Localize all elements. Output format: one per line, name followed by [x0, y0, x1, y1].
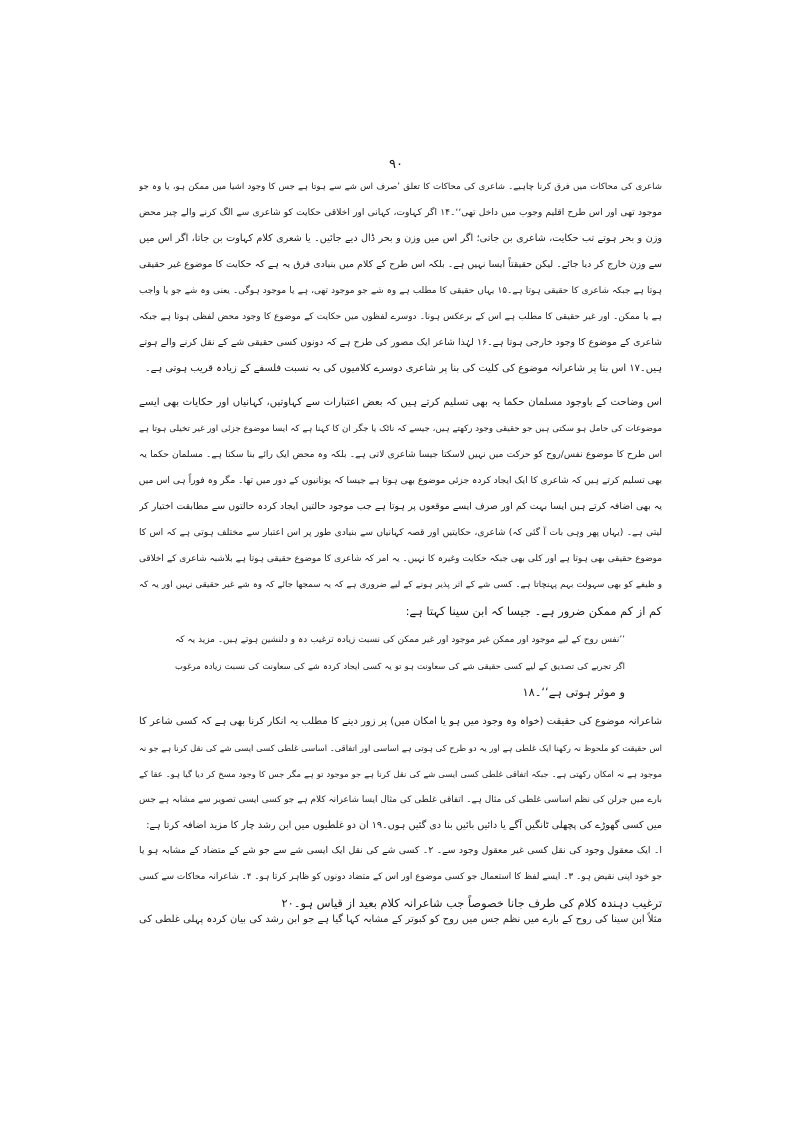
text-line: ہوتا ہے جبکہ شاعری کا حقیقی ہوتا ہے۔۱۵ یہاں حقیقی کا مطلب ہے وہ شے جو موجود تھی، ہے یا موجود ہوگی۔ یعنی وہ شے جو یا واجب: [139, 286, 662, 296]
paragraph-ibn-rushd-list: [139, 838, 662, 916]
text-line: شاعری کی محاکات میں فرق کرنا چاہیے۔ شاعری کی محاکات کا تعلق ’صرف اس شے سے ہوتا ہے جس کا وجود اشیا میں ممکن ہو، یا وہ جو: [139, 182, 662, 192]
text-line: اس طرح کا موضوع نفس/روح کو حرکت میں نہیں لاسکتا جیسا شاعری لاتی ہے۔ بلکہ وہ محض ایک رائے بنا سکتا ہے۔ مسلمان حکما یہ: [139, 450, 662, 460]
paragraph-muslim-philosophers: [139, 390, 662, 624]
text-line: ہیں۔۱۷ اس بنا پر شاعرانہ موضوع کی کلیت کی بنا پر شاعری دوسرے کلامیوں کی بہ نسبت فلسفے کے زیادہ قریب ہوتی ہے۔: [144, 363, 662, 374]
text-line: میں کسی گھوڑے کی پچھلی ٹانگیں آگے یا دائیں بائیں بنا دی گئیں ہوں۔۱۹ ان دو غلطیوں میں ابن رشد چار کا مزید اضافہ کرتا ہے:: [146, 820, 662, 831]
text-line: مثلاً ابن سینا کی روح کے بارے میں نظم جس میں روح کو کبوتر کے مشابہ کہا گیا ہے جو ابن رشد کی بیان کردہ پہلی غلطی کی: [139, 914, 662, 925]
text-line: ہے یا ممکن۔ اور غیر حقیقی کا مطلب ہے اس کے برعکس ہونا۔ دوسرے لفظوں میں حکایت کے موضوع کا وجود محض لفظی ہوتا ہے جبکہ: [139, 312, 662, 322]
text-line: بھی تسلیم کرتے ہیں کہ شاعری کا ایک ایجاد کردہ جزئی موضوع بھی ہوتا ہے جیسا کہ یونانیوں کے دور میں تھا۔ مگر وہ فوراً ہی اس میں: [139, 476, 662, 486]
text-line: اس حقیقت کو ملحوظ نہ رکھنا ایک غلطی ہے اور یہ دو طرح کی ہوتی ہے اساسی اور اتفاقی۔ اساسی غلطی کسی ایسی شے کی نقل کرنا ہے جو نہ: [139, 743, 662, 753]
text-line: لیتی ہے۔ (یہاں پھر وہی بات آ گئی کہ) شاعری، حکایتیں اور قصہ کہانیاں سے بنیادی طور پر اس اعتبار سے مختلف ہوتی ہے کہ اس کا: [139, 528, 662, 538]
quote-line: ’’نفس روح کے لیے موجود اور ممکن غیر موجود اور غیر ممکن کی نسبت زیادہ ترغیب دہ و دلنشین ہوتے ہیں۔ مزید یہ کہ: [175, 635, 625, 645]
paragraph-errors: [139, 709, 662, 839]
text-line: بارے میں جرلن کی نظم اساسی غلطی کی مثال ہے۔ اتفاقی غلطی کی مثال ایسا شاعرانہ کلام ہے جو کسی ایسی تصویر سے مشابہ ہے جس: [139, 795, 662, 805]
text-line: موضوعات کی حامل ہو سکتی ہیں جو حقیقی وجود رکھتے ہیں، جیسے کہ ناٹک یا جگر ان کا کہنا ہے کہ ایسا موضوع جزئی اور غیر تخیلی ہوتا ہے: [139, 424, 662, 434]
block-quote-ibn-sina: [175, 627, 625, 705]
paragraph-example: [139, 907, 662, 933]
quote-line: اگر تجربے کی تصدیق کے لیے کسی حقیقی شے کی سعاونت ہو تو یہ کسی ایجاد کردہ شے کی سعاونت کی نسبت زیادہ مرغوب: [175, 661, 625, 671]
text-line: سے وزن خارج کر دیا جائے۔ لیکن حقیقتاً ایسا نہیں ہے۔ بلکہ اس طرح کے کلام میں بنیادی فرق یہ ہے کہ حکایت کا موضوع غیر حقیقی: [139, 259, 662, 270]
text-line: وزن و بحر ہوتے تب حکایت، شاعری بن جاتی؛ اگر اس میں وزن و بحر ڈال دیے جائیں۔ یا شعری کلام کہاوت بن جاتا، اگر اس میں: [139, 233, 662, 244]
quote-line: و موثر ہوتی ہے‘‘۔۱۸: [522, 685, 625, 699]
text-line: موضوع حقیقی بھی ہوتا ہے اور کلی بھی جبکہ حکایت وغیرہ کا نہیں۔ یہ امر کہ شاعری کا موضوع حقیقی ہوتا ہے بلاشبہ شاعری کے اخلاقی: [139, 554, 662, 564]
text-line: اس وضاحت کے باوجود مسلمان حکما یہ بھی تسلیم کرتے ہیں کہ بعض اعتبارات سے کہاوتیں، کہانیاں اور حکایات بھی ایسے: [139, 397, 662, 408]
text-line: یہ بھی اضافہ کرتے ہیں ایسا بہت کم اور صرف ایسے موقعوں پر ہوتا ہے جب موجود حالتیں ایجاد کردہ حالتوں سے مطابقت اختیار کر: [139, 501, 662, 512]
text-line: ا۔ ایک معقول وجود کی نقل کسی غیر معقول وجود سے۔ ۲۔ کسی شے کی نقل ایک ایسی شے سے جو شے کے متضاد کے مشابہ ہو یا: [139, 845, 662, 856]
text-line: موجود ہے نہ امکان رکھتی ہے۔ جبکہ اتفاقی غلطی کسی ایسی شے کی نقل کرنا ہے جو موجود تو ہے مگر جس کا وجود مسخ کر دیا گیا ہو۔ عقا کے: [139, 769, 662, 779]
text-line: ترغیب دہندہ کلام کی طرف جانا خصوصاً جب شاعرانہ کلام بعید از قیاس ہو۔۲۰: [281, 896, 662, 910]
paragraph-poetic-mimesis: [139, 174, 662, 382]
text-line: شاعری کے موضوع کا وجود خارجی ہوتا ہے۔۱۶ لہٰذا شاعر ایک مصور کی طرح ہے کہ دونوں کسی حقیقی شے کے نقل کرنے والے ہوتے: [139, 337, 662, 348]
text-line: و ظیفے کو بھی سہولت بہم پہنچاتا ہے۔ کسی شے کے اثر پذیر ہونے کے لیے ضروری ہے کہ یہ سمجھا جائے کہ وہ شے غیر حقیقی نہیں اور یہ کہ: [139, 580, 662, 590]
text-line: شاعرانہ موضوع کی حقیقت (خواہ وہ وجود میں ہو یا امکان میں) پر زور دینے کا مطلب یہ انکار کرنا بھی ہے کہ کسی شاعر کا: [139, 716, 662, 727]
page-number: ۹۰: [389, 157, 403, 172]
text-line: موجود تھی اور اس طرح اقلیم وجوب میں داخل تھی‘‘۔۱۴ اگر کہاوت، کہانی اور اخلاقی حکایت کو شاعری سے الگ کرنے والے چیز محض: [139, 208, 662, 218]
text-line: جو خود اپنی نقیض ہو۔ ۳۔ ایسے لفظ کا استعمال جو کسی موضوع اور اس کے متضاد دونوں کو ظاہر کرتا ہو۔ ۴۔ شاعرانہ محاکات سے کسی: [139, 872, 662, 882]
text-line: کم از کم ممکن ضرور ہے۔ جیسا کہ ابن سینا کہتا ہے:: [405, 604, 662, 618]
